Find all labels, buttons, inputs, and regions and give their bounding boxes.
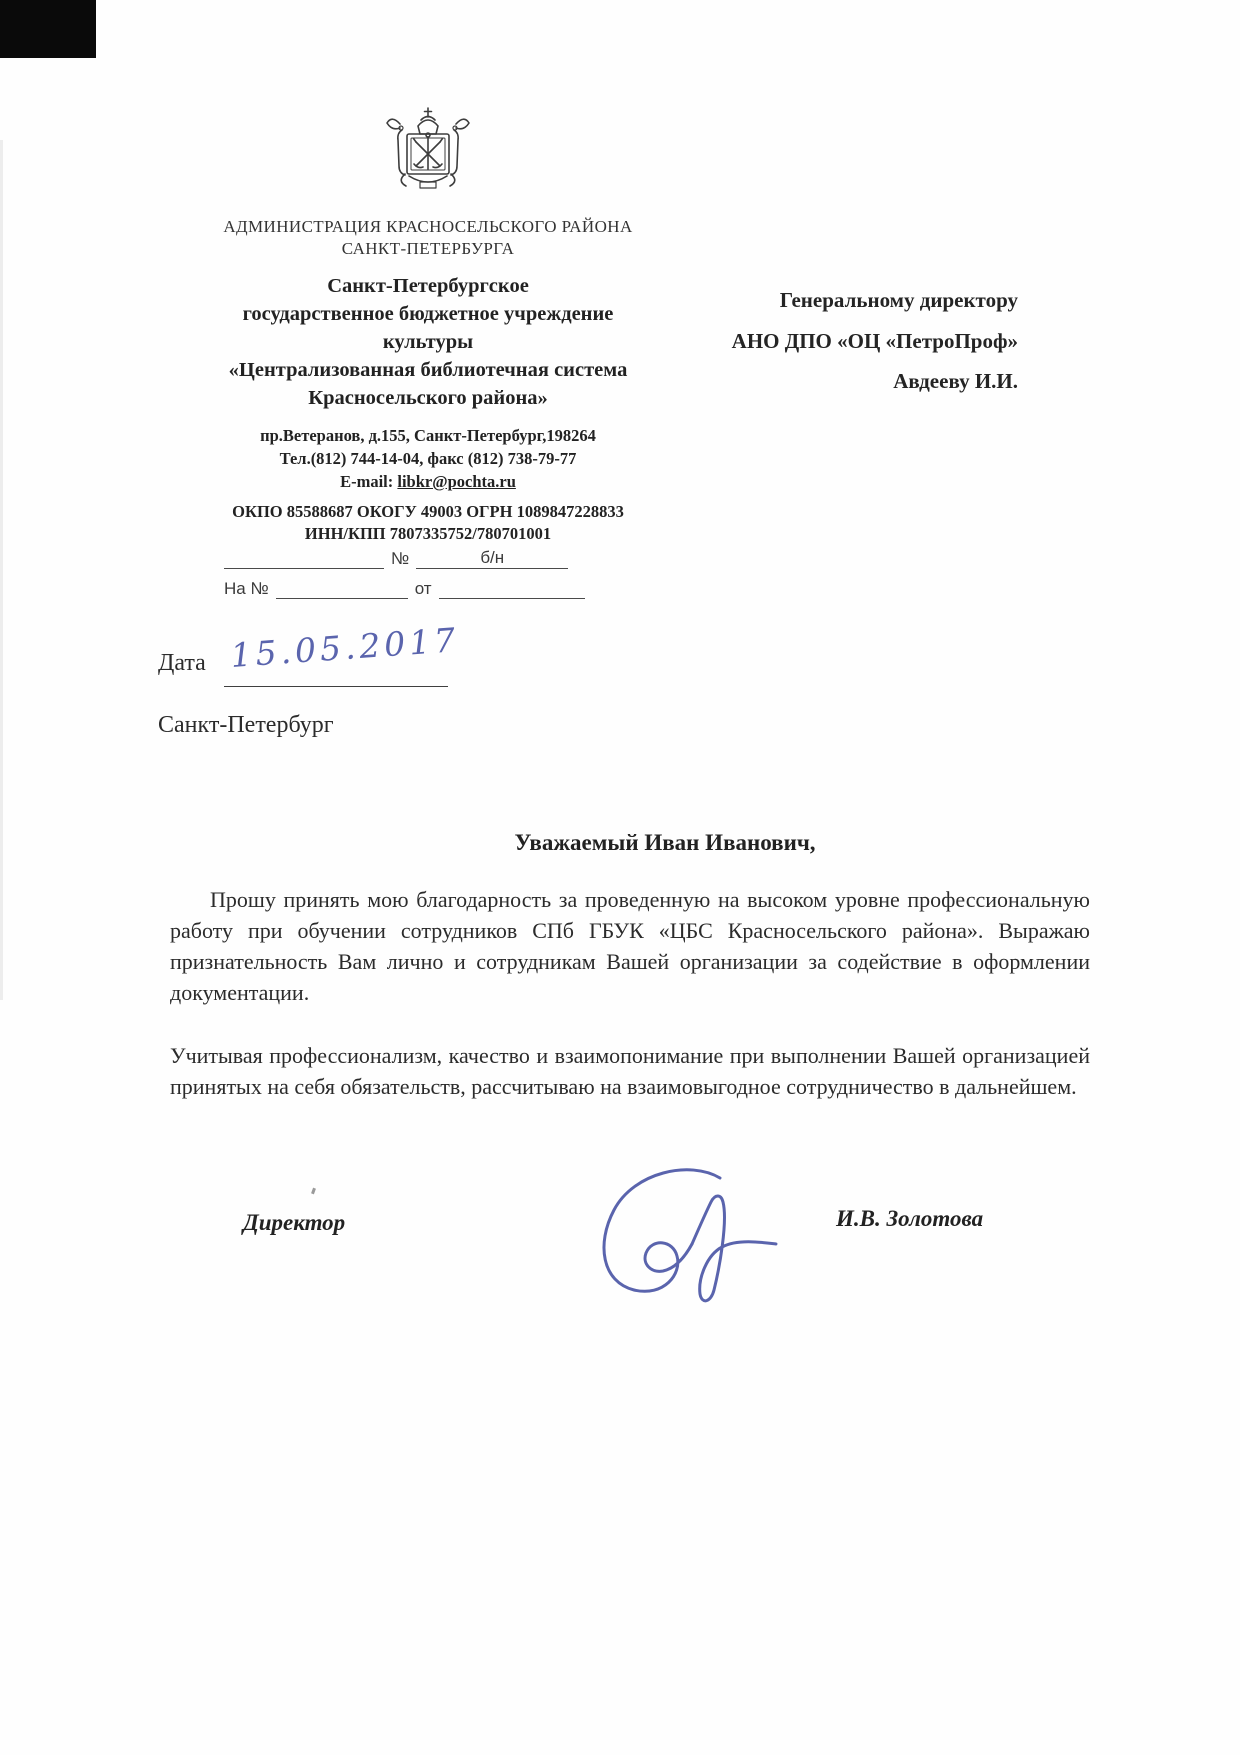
scan-artifact-edge-smudge — [0, 140, 3, 1000]
organization-name — [152, 272, 704, 412]
org-name-line: Красносельского района» — [308, 387, 548, 409]
org-name-line: культуры — [382, 331, 474, 353]
scan-artifact-black-bar — [0, 0, 96, 58]
reply-number-blank — [276, 578, 408, 599]
handwritten-date: 15.05.2017 — [229, 620, 461, 675]
email-value: libkr@pochta.ru — [397, 472, 516, 491]
email-line — [152, 470, 704, 493]
address-line: пр.Ветеранов, д.155, Санкт-Петербург,198264 — [260, 426, 596, 445]
phone-line: Тел.(812) 744-14-04, факс (812) 738-79-77 — [279, 449, 577, 468]
coat-of-arms-spb-icon — [378, 104, 478, 200]
from-label: от — [414, 579, 432, 598]
email-label: E-mail: — [340, 472, 394, 491]
reply-to-label: На № — [224, 579, 269, 598]
scan-artifact-speck — [311, 1188, 316, 1195]
org-name-line: Санкт-Петербургское — [327, 275, 529, 297]
codes-line1: ОКПО 85588687 ОКОГУ 49003 ОГРН 1089847228833 — [232, 502, 624, 521]
org-name-line: «Централизованная библиотечная система — [228, 359, 628, 381]
outgoing-number-value: б/н — [416, 548, 568, 569]
signer-title: Директор — [243, 1210, 346, 1235]
outgoing-number-line — [224, 548, 568, 569]
date-label: Дата — [158, 650, 206, 676]
city-line: Санкт-Петербург — [158, 712, 334, 738]
body-paragraph-1: Прошу принять мою благодарность за проведенную на высоком уровне профессиональную работу при обучении сотрудников СПб ГБУК «ЦБС Красносельского района». Выражаю признательность Вам лично и сотрудникам Вашей организации за содействие в оформлении документации. — [170, 887, 1090, 1005]
authority-header — [152, 216, 704, 260]
codes-line2: ИНН/КПП 7807335752/780701001 — [304, 524, 552, 543]
handwritten-signature — [572, 1158, 782, 1318]
registration-codes — [152, 501, 704, 545]
authority-line2: САНКТ-ПЕТЕРБУРГА — [341, 239, 515, 258]
outgoing-date-blank — [224, 548, 384, 569]
authority-line1: АДМИНИСТРАЦИЯ КРАСНОСЕЛЬСКОГО РАЙОНА — [223, 217, 633, 236]
recipient-block — [636, 280, 1018, 402]
body-paragraph-2: Учитывая профессионализм, качество и взаимопонимание при выполнении Вашей организацией принятых на себя обязательств, рассчитываю на взаимовыгодное сотрудничество в дальнейшем. — [170, 1043, 1090, 1099]
reply-to-number-line — [224, 578, 585, 599]
number-sign-label: № — [391, 549, 410, 568]
signer-name: И.В. Золотова — [836, 1206, 984, 1231]
date-underline — [224, 686, 448, 687]
org-name-line: государственное бюджетное учреждение — [242, 303, 614, 325]
recipient-position: Генеральному директору — [779, 288, 1018, 312]
contact-block — [152, 424, 704, 493]
recipient-organization: АНО ДПО «ОЦ «ПетроПроф» — [731, 328, 1018, 353]
salutation: Уважаемый Иван Иванович, — [514, 830, 816, 855]
reply-date-blank — [439, 578, 585, 599]
recipient-name: Авдееву И.И. — [893, 369, 1018, 393]
